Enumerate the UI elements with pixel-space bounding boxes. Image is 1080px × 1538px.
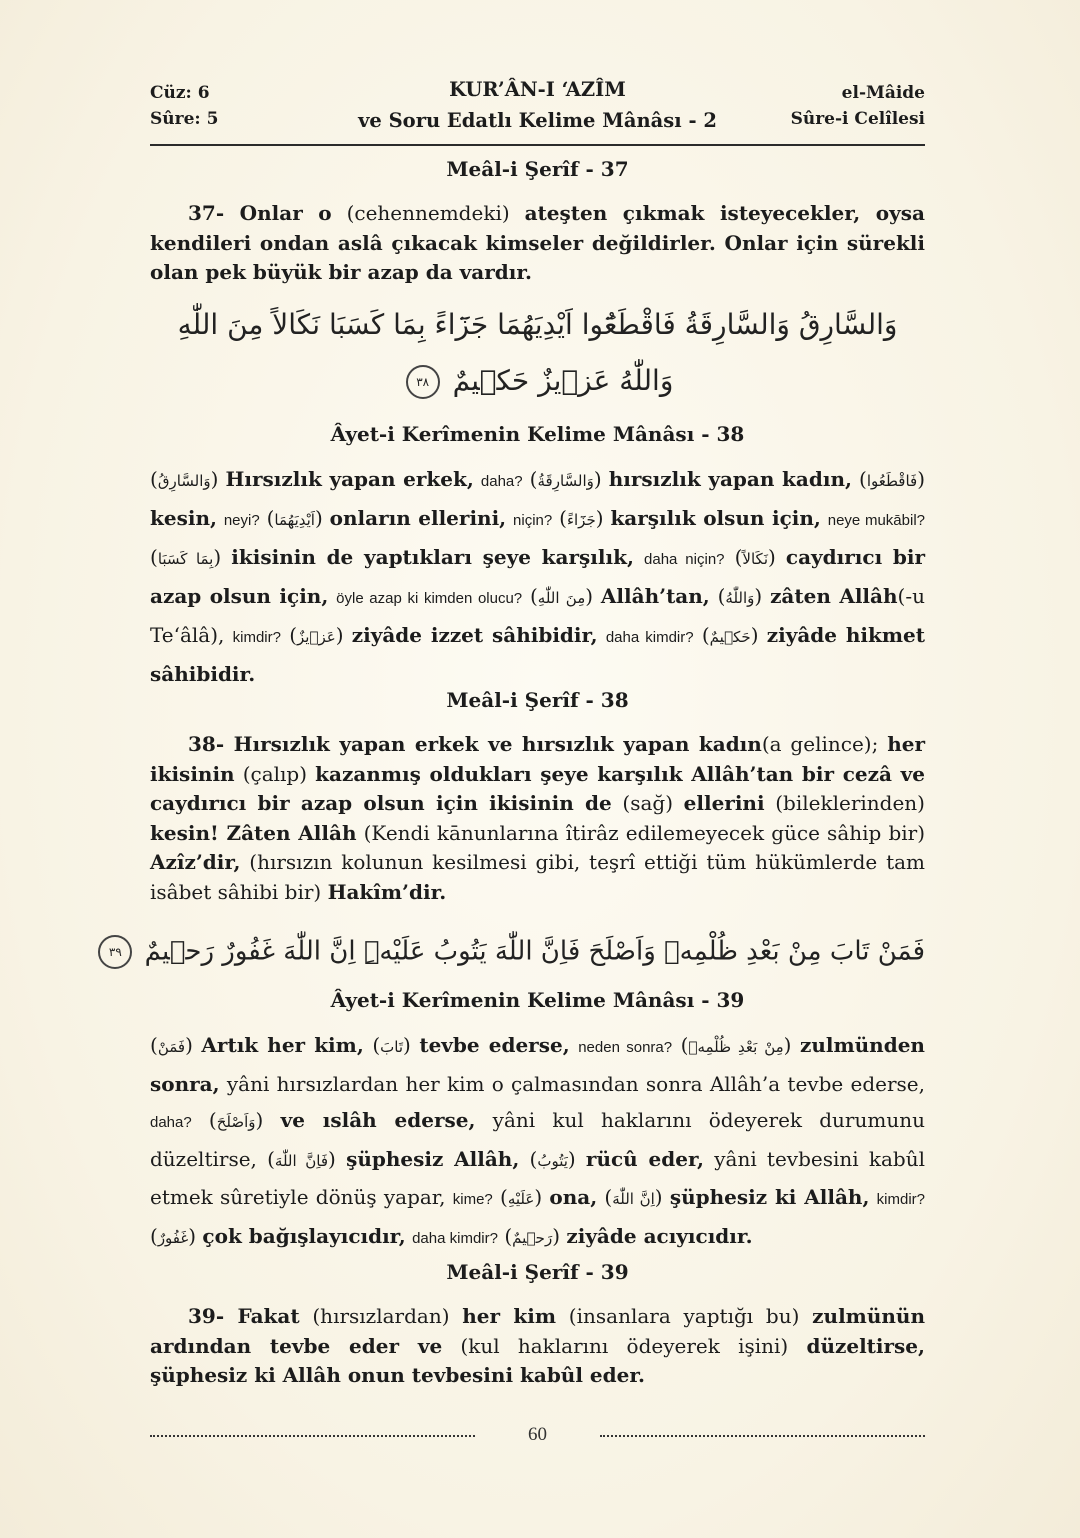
sure-name: el-Mâide [841,83,925,103]
ayah-39-line [108,935,925,969]
meal-38-note: (çalıp) [234,761,316,786]
meal-38-bold: 38- Hırsızlık yapan erkek ve hırsızlık yapan kadın [188,732,762,756]
ayah-38-line-2 [150,364,925,399]
question-word: daha? [480,473,523,490]
word-meaning: ziyâde izzet sâhibidir, [351,623,598,647]
word-meaning: zulmünden sonra, [150,1033,925,1096]
ayah-39-text: فَمَنْ تَابَ مِنْ بَعْدِ ظُلْمِه۪ وَاَصْلَحَ فَاِنَّ اللّٰهَ يَتُوبُ عَلَيْهِۜ اِنَّ اللّٰهَ غَفُورٌ رَح۪يمٌ [144,936,925,967]
meal-37-title: Meâl-i Şerîf - 37 [446,157,629,181]
question-word: daha kimdir? [605,629,694,646]
question-word: kimdir? [232,629,281,646]
word-meaning: ziyâde acıyıcıdır. [566,1224,753,1248]
header-right [791,80,925,132]
arabic-word: وَاللّٰهُ [725,589,755,607]
question-word: daha kimdir? [412,1230,498,1247]
word-meaning: caydırıcı bir azap olsun için, [150,545,925,608]
arabic-word: حَك۪يمٌ [709,628,751,646]
question-word: kime? [452,1191,493,1208]
arabic-word: فَاقْطَعُوا [866,472,918,490]
meal-37-bold-2: ateşten çıkmak isteyecekler, oysa kendileri ondan aslâ çıkacak kimseler değildirler. Onlar için sürekli olan pek büyük bir azap da vardır. [150,201,925,284]
page-number: 60 [528,1424,547,1445]
arabic-word: نَكَالاً [742,550,769,568]
arabic-word: فَمَنْ [157,1038,186,1056]
arabic-word: وَالسَّارِقُ [157,472,211,490]
meal-38-bold: ellerini [683,791,765,815]
question-word: niçin? [513,512,553,529]
question-word: öyle azap ki kimden olucu? [336,590,523,607]
word-meaning: ona, [549,1185,598,1209]
meal-38-note: (sağ) [611,791,684,815]
arabic-word: فَاِنَّ اللّٰهَ [274,1152,329,1170]
word-meaning: onların ellerini, [329,506,507,530]
meal-37-bold-1: 37- Onlar o [188,201,332,225]
word-note: yâni tevbesini kabûl etmek sûretiyle dönüş yapar, [150,1147,925,1209]
ayah-number-icon: ٣٨ [406,365,440,399]
question-word: neyi? [223,512,260,529]
question-word: daha? [150,1114,192,1131]
meal-37-note: (cehennemdeki) [331,201,525,225]
word-note: yâni hırsızlardan her kim o çalmasından sonra Allâh’a tevbe ederse, [219,1072,925,1096]
sure-subtitle: Sûre-i Celîlesi [790,109,925,129]
arabic-word: عَلَيْهِ [507,1190,535,1208]
word-note: yâni kul haklarını ödeyerek durumunu düzeltirse, [150,1108,925,1171]
meal-38-text [150,730,925,907]
cuz-label: Cüz: 6 [150,83,210,103]
word-meaning: rücû eder, [585,1147,705,1171]
word-meaning: Artık her kim, [201,1033,364,1057]
meal-38-title: Meâl-i Şerîf - 38 [446,688,629,712]
word-meaning: Allâh’tan, [600,584,710,608]
arabic-word: وَالسَّارِقَةُ [537,472,594,490]
word-meaning: Hırsızlık yapan erkek, [225,467,474,491]
kelime-39-title: Âyet-i Kerîmenin Kelime Mânâsı - 39 [330,988,745,1012]
meal-38-bold: her ikisinin [150,732,925,786]
meal-39-bold: her kim [462,1304,557,1328]
meal-38-bold: Hakîm’dir. [327,879,447,904]
word-meaning: zâten Allâh [770,584,898,608]
meal-39-bold: zulmünün ardından tevbe eder ve [150,1304,925,1358]
meal-39-note: (hırsızlardan) [299,1304,463,1328]
meal-38-note: (Kendi kānunlarına îtirâz edilemeyecek güce sâhip bir) [356,820,926,845]
word-meaning: hırsızlık yapan kadın, [608,467,852,491]
word-meaning: ve ıslâh ederse, [280,1108,476,1132]
question-word: daha niçin? [644,551,725,568]
book-subtitle: ve Soru Edatlı Kelime Mânâsı - 2 [358,109,717,132]
arabic-word: وَاَصْلَحَ [216,1113,256,1131]
arabic-word: غَفُورٌ [157,1229,189,1247]
meal-38-bold: kazanmış oldukları şeye karşılık Allâh’tan bir cezâ ve caydırıcı bir azap olsun için ikisinin de [150,761,926,815]
page [108,0,926,1538]
word-meaning: şüphesiz ki Allâh, [669,1185,870,1209]
meal-39-bold: 39- Fakat [188,1304,300,1328]
header-divider [150,144,925,146]
meal-39-bold: düzeltirse, şüphesiz ki Allâh onun tevbesini kabûl eder. [150,1333,925,1387]
meal-38-note: (hırsızın kolunun kesilmesi gibi, teşrî ettiği tüm hükümlerde tam isâbet sâhibi bir) [150,850,925,904]
footer-divider-right [600,1435,925,1437]
meal-38-note: (a gelince); [761,732,888,756]
word-meaning: şüphesiz Allâh, [346,1147,520,1171]
kelime-38-text: (وَالسَّارِقُ) Hırsızlık yapan erkek, daha? (وَالسَّارِقَةُ) hırsızlık yapan kadın, (فَاقْطَعُوا) kesin, neyi? (اَيْدِيَهُمَا) onların ellerini, niçin? (جَزَٓاءً) karşılık olsun için, neye mukābil? (بِمَا كَسَبَا) ikisinin de yaptıkları şeye karşılık, daha niçin? (نَكَالاً) caydırıcı bir azap olsun için, öyle azap ki kimden olucu? (مِنَ اللّٰهِ) Allâh’tan, (وَاللّٰهُ) zâten Allâh(-u Te‘âlâ), kimdir? (عَز۪يزٌ) ziyâde izzet sâhibidir, daha kimdir? (حَك۪يمٌ) ziyâde hikmet sâhibidir. [150,467,925,686]
arabic-word: جَزَٓاءً [566,511,596,529]
arabic-word: بِمَا كَسَبَا [157,550,214,568]
question-word: neden sonra? [578,1039,673,1056]
ayah-38-line-1: وَالسَّارِقُ وَالسَّارِقَةُ فَاقْطَعُٓوا اَيْدِيَهُمَا جَزَٓاءً بِمَا كَسَبَا نَكَالاً مِنَ اللّٰهِ [177,308,898,341]
word-note: (-u Te‘âlâ), [150,584,925,647]
kelime-38-title: Âyet-i Kerîmenin Kelime Mânâsı - 38 [330,422,745,446]
meal-39-note: (insanlara yaptığı bu) [556,1304,813,1328]
sure-number-label: Sûre: 5 [150,109,219,129]
word-meaning: tevbe ederse, [419,1033,570,1057]
question-word: kimdir? [876,1191,925,1208]
word-meaning: ziyâde hikmet sâhibidir. [150,623,925,686]
arabic-word: مِنَ اللّٰهِ [537,589,586,607]
meal-38-bold: kesin! Zâten Allâh [150,820,357,845]
arabic-word: عَز۪يزٌ [297,628,336,646]
word-meaning: ikisinin de yaptıkları şeye karşılık, [231,545,634,569]
page-footer [150,1424,925,1454]
meal-39-text [150,1302,925,1391]
arabic-word: رَح۪يمٌ [512,1229,553,1247]
arabic-word: اَيْدِيَهُمَا [274,511,315,529]
ayah-38-text: وَاللّٰهُ عَز۪يزٌ حَك۪يمٌ [452,364,674,397]
page-header [150,74,925,144]
arabic-word: يَتُوبُ [537,1152,568,1170]
arabic-word: تَابَ [380,1038,403,1056]
meal-39-note: (kul haklarını ödeyerek işini) [442,1333,807,1358]
meal-38-bold: Azîz’dir, [150,850,241,874]
word-meaning: çok bağışlayıcıdır, [202,1224,406,1248]
arabic-word: اِنَّ اللّٰهَ [612,1190,655,1208]
arabic-word: مِنْ بَعْدِ ظُلْمِه۪ [688,1038,784,1056]
kelime-39-text: (فَمَنْ) Artık her kim, (تَابَ) tevbe ederse, neden sonra? (مِنْ بَعْدِ ظُلْمِه۪) zulmünden sonra, yâni hırsızlardan her kim o çalmasından sonra Allâh’a tevbe ederse, daha? (وَاَصْلَحَ) ve ıslâh ederse, yâni kul haklarını ödeyerek durumunu düzeltirse, (فَاِنَّ اللّٰهَ) şüphesiz Allâh, (يَتُوبُ) rücû eder, yâni tevbesini kabûl etmek sûretiyle dönüş yapar, kime? (عَلَيْهِ) ona, (اِنَّ اللّٰهَ) şüphesiz ki Allâh, kimdir? (غَفُورٌ) çok bağışlayıcıdır, daha kimdir? (رَح۪يمٌ) ziyâde acıyıcıdır. [150,1033,925,1248]
word-meaning: kesin, [150,506,217,530]
meal-38-note: (bileklerinden) [764,791,925,815]
meal-39-title: Meâl-i Şerîf - 39 [446,1260,629,1284]
meal-37-text [150,199,925,288]
question-word: neye mukābil? [827,512,925,529]
book-title: KUR’ÂN-I ‘AZÎM [449,78,626,101]
ayah-number-icon: ٣٩ [98,935,132,969]
word-meaning: karşılık olsun için, [610,506,821,530]
